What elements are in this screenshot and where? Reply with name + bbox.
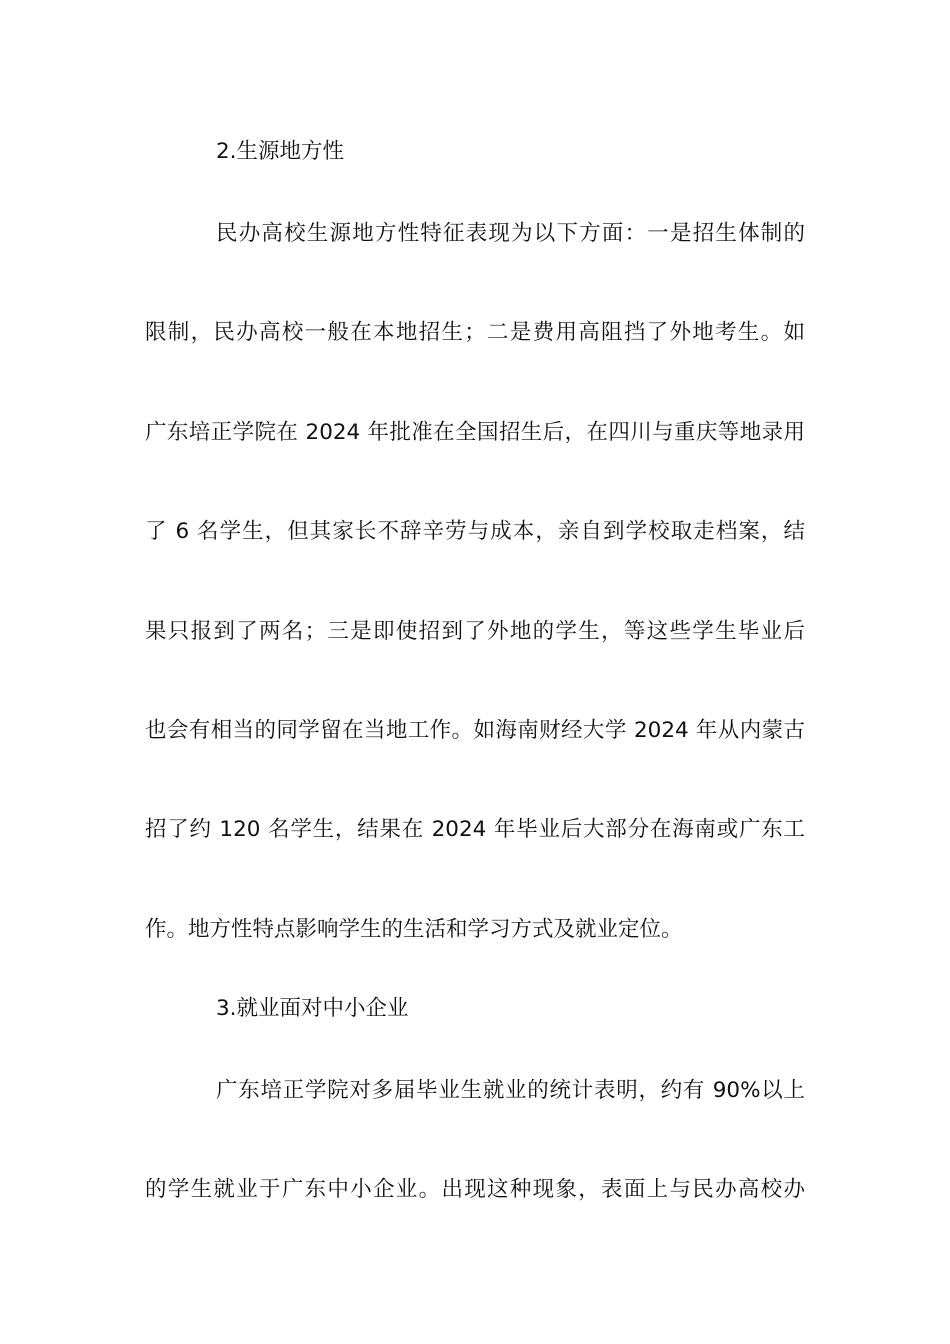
paragraph-line: 限制，民办高校一般在本地招生；二是费用高阻挡了外地考生。如 bbox=[145, 320, 805, 345]
paragraph-line: 也会有相当的同学留在当地工作。如海南财经大学 2024 年从内蒙古 bbox=[145, 718, 805, 743]
section-heading-3: 3.就业面对中小企业 bbox=[216, 996, 409, 1021]
paragraph-line: 广东培正学院对多届毕业生就业的统计表明，约有 90%以上 bbox=[216, 1078, 805, 1103]
paragraph-line: 民办高校生源地方性特征表现为以下方面：一是招生体制的 bbox=[216, 221, 805, 246]
paragraph-line: 果只报到了两名；三是即使招到了外地的学生，等这些学生毕业后 bbox=[145, 619, 805, 644]
paragraph-line: 广东培正学院在 2024 年批准在全国招生后，在四川与重庆等地录用 bbox=[145, 420, 805, 445]
paragraph-line: 招了约 120 名学生，结果在 2024 年毕业后大部分在海南或广东工 bbox=[145, 817, 805, 842]
paragraph-line: 的学生就业于广东中小企业。出现这种现象，表面上与民办高校办 bbox=[145, 1177, 805, 1202]
paragraph-line: 了 6 名学生，但其家长不辞辛劳与成本，亲自到学校取走档案，结 bbox=[145, 519, 805, 544]
section-heading-2: 2.生源地方性 bbox=[216, 139, 345, 164]
paragraph-line: 作。地方性特点影响学生的生活和学习方式及就业定位。 bbox=[145, 917, 683, 942]
